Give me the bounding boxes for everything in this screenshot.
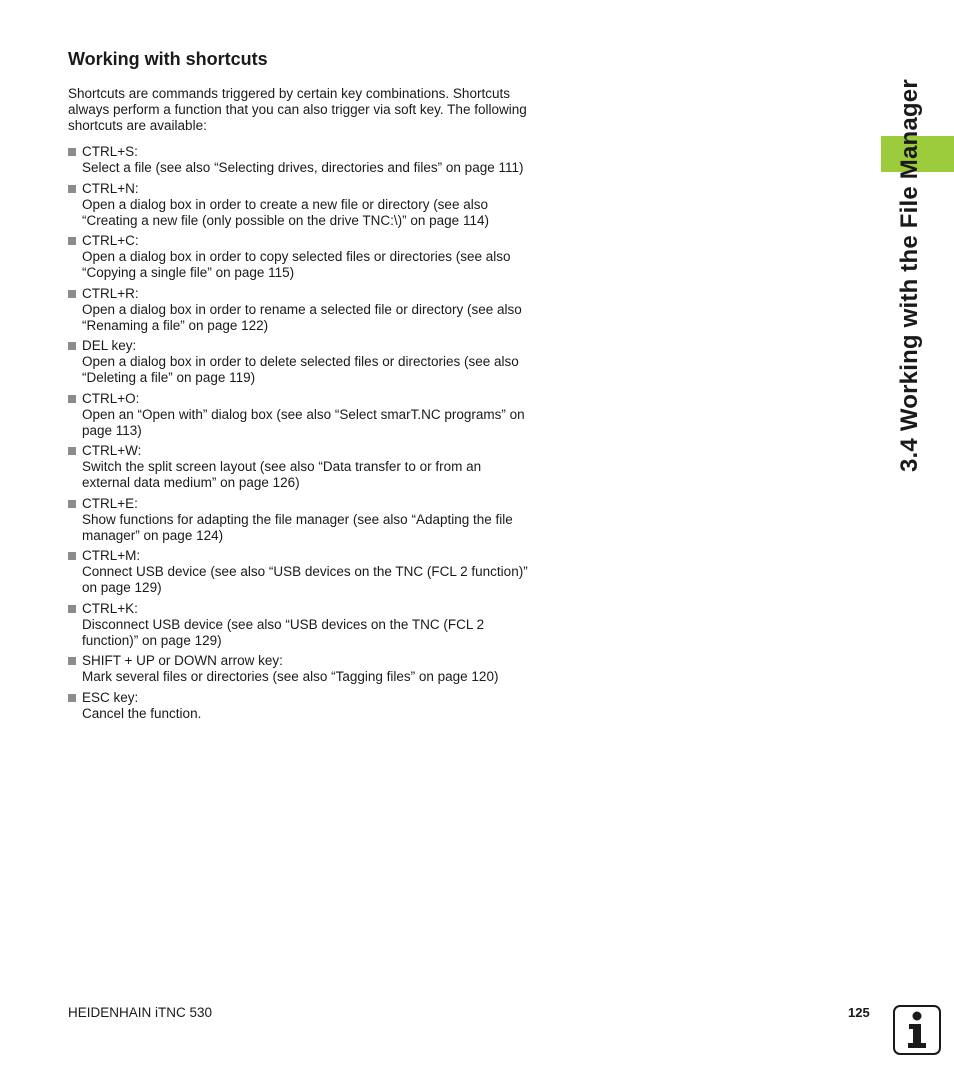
- info-icon: [893, 1005, 941, 1055]
- shortcut-key: CTRL+R:: [82, 285, 139, 301]
- list-item: [68, 496, 528, 544]
- shortcut-description: Connect USB device (see also “USB devices on the TNC (FCL 2 function)” on page 129): [82, 564, 528, 595]
- shortcut-description: Disconnect USB device (see also “USB devices on the TNC (FCL 2 function)” on page 129): [82, 616, 485, 648]
- square-bullet-icon: [68, 500, 76, 508]
- list-item: [68, 653, 528, 685]
- shortcut-description: Cancel the function.: [82, 705, 202, 721]
- shortcut-description: Switch the split screen layout (see also “Data transfer to or from an external data medium” on page 126): [82, 459, 482, 490]
- list-item: [68, 286, 528, 334]
- footer-product-name: HEIDENHAIN iTNC 530: [68, 1005, 213, 1020]
- shortcut-key: DEL key:: [82, 338, 137, 353]
- square-bullet-icon: [68, 290, 76, 298]
- square-bullet-icon: [68, 694, 76, 702]
- square-bullet-icon: [68, 447, 76, 455]
- square-bullet-icon: [68, 342, 76, 350]
- shortcut-key: CTRL+W:: [82, 443, 142, 458]
- square-bullet-icon: [68, 237, 76, 245]
- list-item: [68, 601, 528, 649]
- shortcut-key: CTRL+S:: [82, 144, 138, 159]
- intro-paragraph: Shortcuts are commands triggered by certain key combinations. Shortcuts always perform a function that you can also trigger via soft key. The following shortcuts are available:: [68, 86, 527, 133]
- square-bullet-icon: [68, 148, 76, 156]
- shortcut-description: Open a dialog box in order to create a new file or directory (see also “Creating a new file (only possible on the drive TNC:\)” on page 114): [82, 196, 489, 228]
- shortcut-key: CTRL+E:: [82, 495, 138, 511]
- square-bullet-icon: [68, 605, 76, 613]
- list-item: [68, 443, 528, 491]
- shortcut-key: SHIFT + UP or DOWN arrow key:: [82, 653, 283, 668]
- square-bullet-icon: [68, 552, 76, 560]
- shortcut-description: Show functions for adapting the file manager (see also “Adapting the file manager” on page 124): [82, 511, 513, 543]
- list-item: [68, 391, 528, 439]
- page-number: 125: [848, 1005, 870, 1020]
- square-bullet-icon: [68, 185, 76, 193]
- list-item: [68, 548, 528, 596]
- shortcut-description: Mark several files or directories (see also “Tagging files” on page 120): [82, 669, 499, 684]
- square-bullet-icon: [68, 395, 76, 403]
- shortcut-description: Select a file (see also “Selecting drives, directories and files” on page 111): [82, 160, 524, 175]
- shortcut-description: Open a dialog box in order to rename a selected file or directory (see also “Renaming a file” on page 122): [82, 301, 522, 333]
- list-item: [68, 338, 528, 386]
- shortcut-list: [68, 144, 528, 726]
- section-heading: Working with shortcuts: [68, 49, 268, 69]
- shortcut-key: ESC key:: [82, 689, 139, 705]
- square-bullet-icon: [68, 657, 76, 665]
- shortcut-key: CTRL+O:: [82, 390, 140, 406]
- shortcut-key: CTRL+N:: [82, 180, 139, 196]
- shortcut-key: CTRL+K:: [82, 600, 138, 616]
- list-item: [68, 690, 528, 722]
- shortcut-key: CTRL+C:: [82, 233, 139, 248]
- shortcut-description: Open a dialog box in order to copy selected files or directories (see also “Copying a single file” on page 115): [82, 249, 511, 280]
- shortcut-description: Open an “Open with” dialog box (see also “Select smarT.NC programs” on page 113): [82, 406, 525, 438]
- shortcut-key: CTRL+M:: [82, 548, 141, 563]
- chapter-side-title: 3.4 Working with the File Manager: [896, 79, 923, 472]
- list-item: [68, 233, 528, 281]
- list-item: [68, 181, 528, 229]
- shortcut-description: Open a dialog box in order to delete selected files or directories (see also “Deleting a file” on page 119): [82, 354, 519, 385]
- list-item: [68, 144, 528, 176]
